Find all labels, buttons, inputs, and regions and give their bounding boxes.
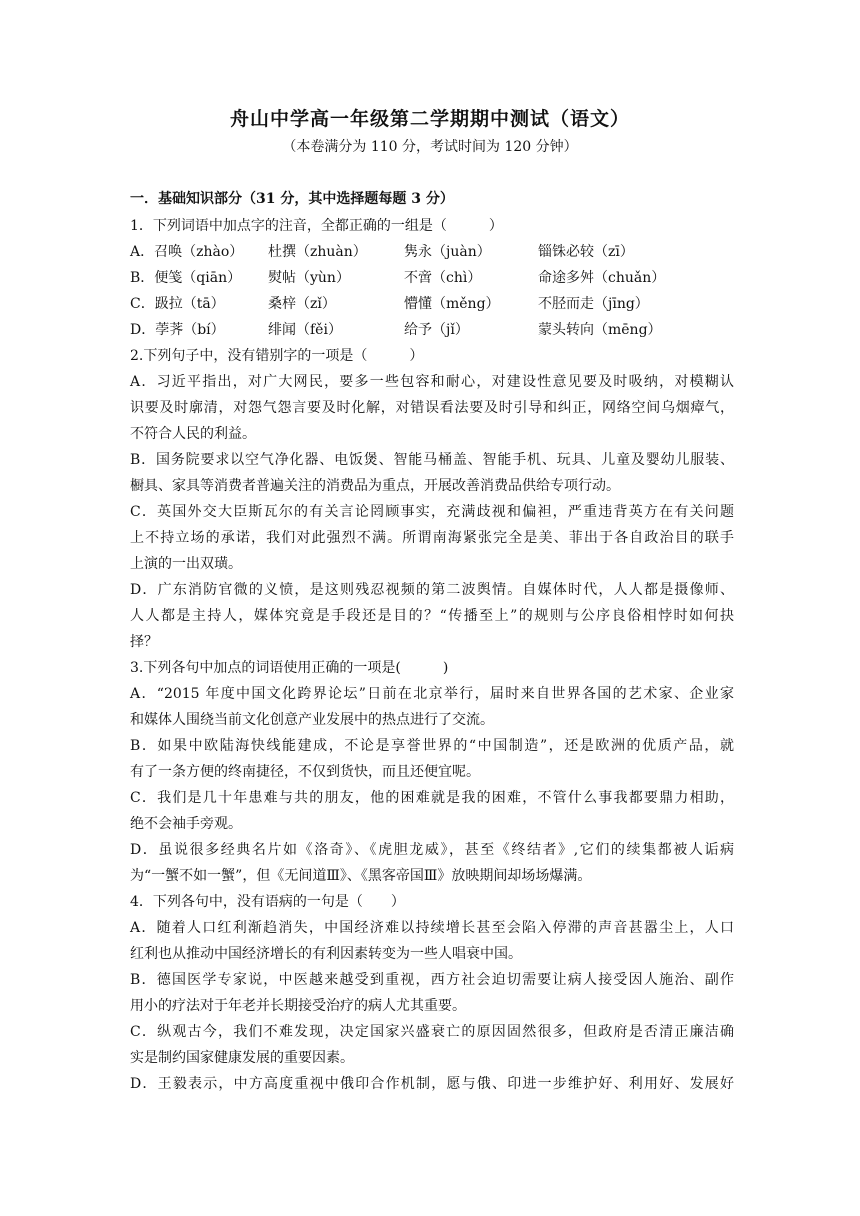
question-4-line: C．纵观古今，我们不难发现，决定国家兴盛衰亡的原因固然很多，但政府是否清正廉洁确 <box>130 1024 734 1040</box>
option-cell: 给予（jǐ） <box>404 322 469 338</box>
question-2-line: 人人都是主持人，媒体究竟是手段还是目的？“传播至上”的规则与公序良俗相悖时如何抉 <box>130 608 734 624</box>
option-cell: 不胫而走（jīng） <box>538 296 649 312</box>
question-2-line: B．国务院要求以空气净化器、电饭煲、智能马桶盖、智能手机、玩具、儿童及婴幼儿服装、 <box>130 452 734 468</box>
question-2-line: 橱具、家具等消费者普遍关注的消费品为重点，开展改善消费品供给专项行动。 <box>130 478 620 494</box>
question-3-line: 和媒体人围绕当前文化创意产业发展中的热点进行了交流。 <box>130 712 494 728</box>
option-cell: 命途多舛（chuǎn） <box>538 270 666 286</box>
question-3-line: 绝不会袖手旁观。 <box>130 816 242 832</box>
question-1-option-c <box>130 291 734 317</box>
question-2-line: C．英国外交大臣斯瓦尔的有关言论罔顾事实，充满歧视和偏袒，严重违背英方在有关问题 <box>130 504 734 520</box>
question-2-line: 上演的一出双璜。 <box>130 556 242 572</box>
option-cell: 隽永（juàn） <box>404 244 491 260</box>
option-cell: C．趿拉（tā） <box>130 296 225 312</box>
option-cell: 熨帖（yùn） <box>268 270 350 286</box>
option-cell: D．荸荠（bí） <box>130 322 225 338</box>
page-title: 舟山中学高一年级第二学期期中测试（语文） <box>229 108 630 130</box>
section-heading: 一．基础知识部分（31 分，其中选择题每题 3 分） <box>130 191 454 207</box>
question-3-line: 有了一条方便的终南捷径，不仅到货快，而且还便宜呢。 <box>130 764 480 780</box>
question-2-line: 择？ <box>130 634 158 650</box>
question-3-stem: 3.下列各句中加点的词语使用正确的一项是( ) <box>130 660 449 676</box>
question-2-line: 识要及时廓清，对怨气怨言要及时化解，对错误看法要及时引导和纠正，网络空间乌烟瘴气， <box>130 400 734 416</box>
question-1-stem: 1．下列词语中加点字的注音，全都正确的一组是（ ） <box>130 218 503 234</box>
question-3-line: C．我们是几十年患难与共的朋友，他的困难就是我的困难，不管什么事我都要鼎力相助， <box>130 790 734 806</box>
question-3-line: D．虽说很多经典名片如《洛奇》、《虎胆龙威》，甚至《终结者》,它们的续集都被人诟病 <box>130 842 734 858</box>
question-2-line: D．广东消防官微的义愤，是这则残忍视频的第二波舆情。自媒体时代，人人都是摄像师、 <box>130 582 734 598</box>
question-2-stem: 2.下列句子中，没有错别字的一项是（ ） <box>130 348 424 364</box>
option-cell: A．召唤（zhào） <box>130 244 244 260</box>
option-cell: 不啻（chì） <box>404 270 482 286</box>
option-cell: 锱铢必较（zī） <box>538 244 634 260</box>
question-4-line: D．王毅表示，中方高度重视中俄印合作机制，愿与俄、印进一步维护好、利用好、发展好 <box>130 1076 734 1092</box>
option-cell: 杜撰（zhuàn） <box>268 244 367 260</box>
question-3-line: 为“一蟹不如一蟹”，但《无间道Ⅲ》、《黑客帝国Ⅲ》放映期间却场场爆满。 <box>130 868 592 884</box>
option-cell: 绯闻（fěi） <box>268 322 342 338</box>
option-cell: 蒙头转向（mēng） <box>538 322 662 338</box>
question-3-line: B．如果中欧陆海快线能建成，不论是享誉世界的“中国制造”，还是欧洲的优质产品，就 <box>130 738 734 754</box>
question-1-option-d <box>130 317 734 343</box>
question-4-line: 用小的疗法对于年老并长期接受治疗的病人尤其重要。 <box>130 998 466 1014</box>
exam-subtitle: （本卷满分为 110 分，考试时间为 120 分钟） <box>282 139 578 155</box>
question-2-line: 不符合人民的利益。 <box>130 426 256 442</box>
question-4-line: B．德国医学专家说，中医越来越受到重视，西方社会迫切需要让病人接受因人施治、副作 <box>130 972 734 988</box>
question-4-stem: 4．下列各句中，没有语病的一句是（ ） <box>130 894 405 910</box>
option-cell: B．便笺（qiān） <box>130 270 242 286</box>
question-2-line: 上不持立场的承诺，我们对此强烈不满。所谓南海紧张完全是美、菲出于各自政治目的联手 <box>130 530 734 546</box>
question-1-option-b <box>130 265 734 291</box>
exam-content <box>130 186 734 1097</box>
question-4-line: 红利也从推动中国经济增长的有利因素转变为一些人唱衰中国。 <box>130 946 522 962</box>
question-4-line: 实是制约国家健康发展的重要因素。 <box>130 1050 354 1066</box>
question-3-line: A．“2015 年度中国文化跨界论坛”日前在北京举行，届时来自世界各国的艺术家、企业家 <box>130 686 734 702</box>
question-2-line: A．习近平指出，对广大网民，要多一些包容和耐心，对建设性意见要及时吸纳，对模糊认 <box>130 374 734 390</box>
question-1-option-a <box>130 239 734 265</box>
option-cell: 懵懂（měng） <box>404 296 500 312</box>
option-cell: 桑梓（zǐ） <box>268 296 336 312</box>
question-4-line: A．随着人口红利渐趋消失，中国经济难以持续增长甚至会陷入停滞的声音甚嚣尘上，人口 <box>130 920 734 936</box>
